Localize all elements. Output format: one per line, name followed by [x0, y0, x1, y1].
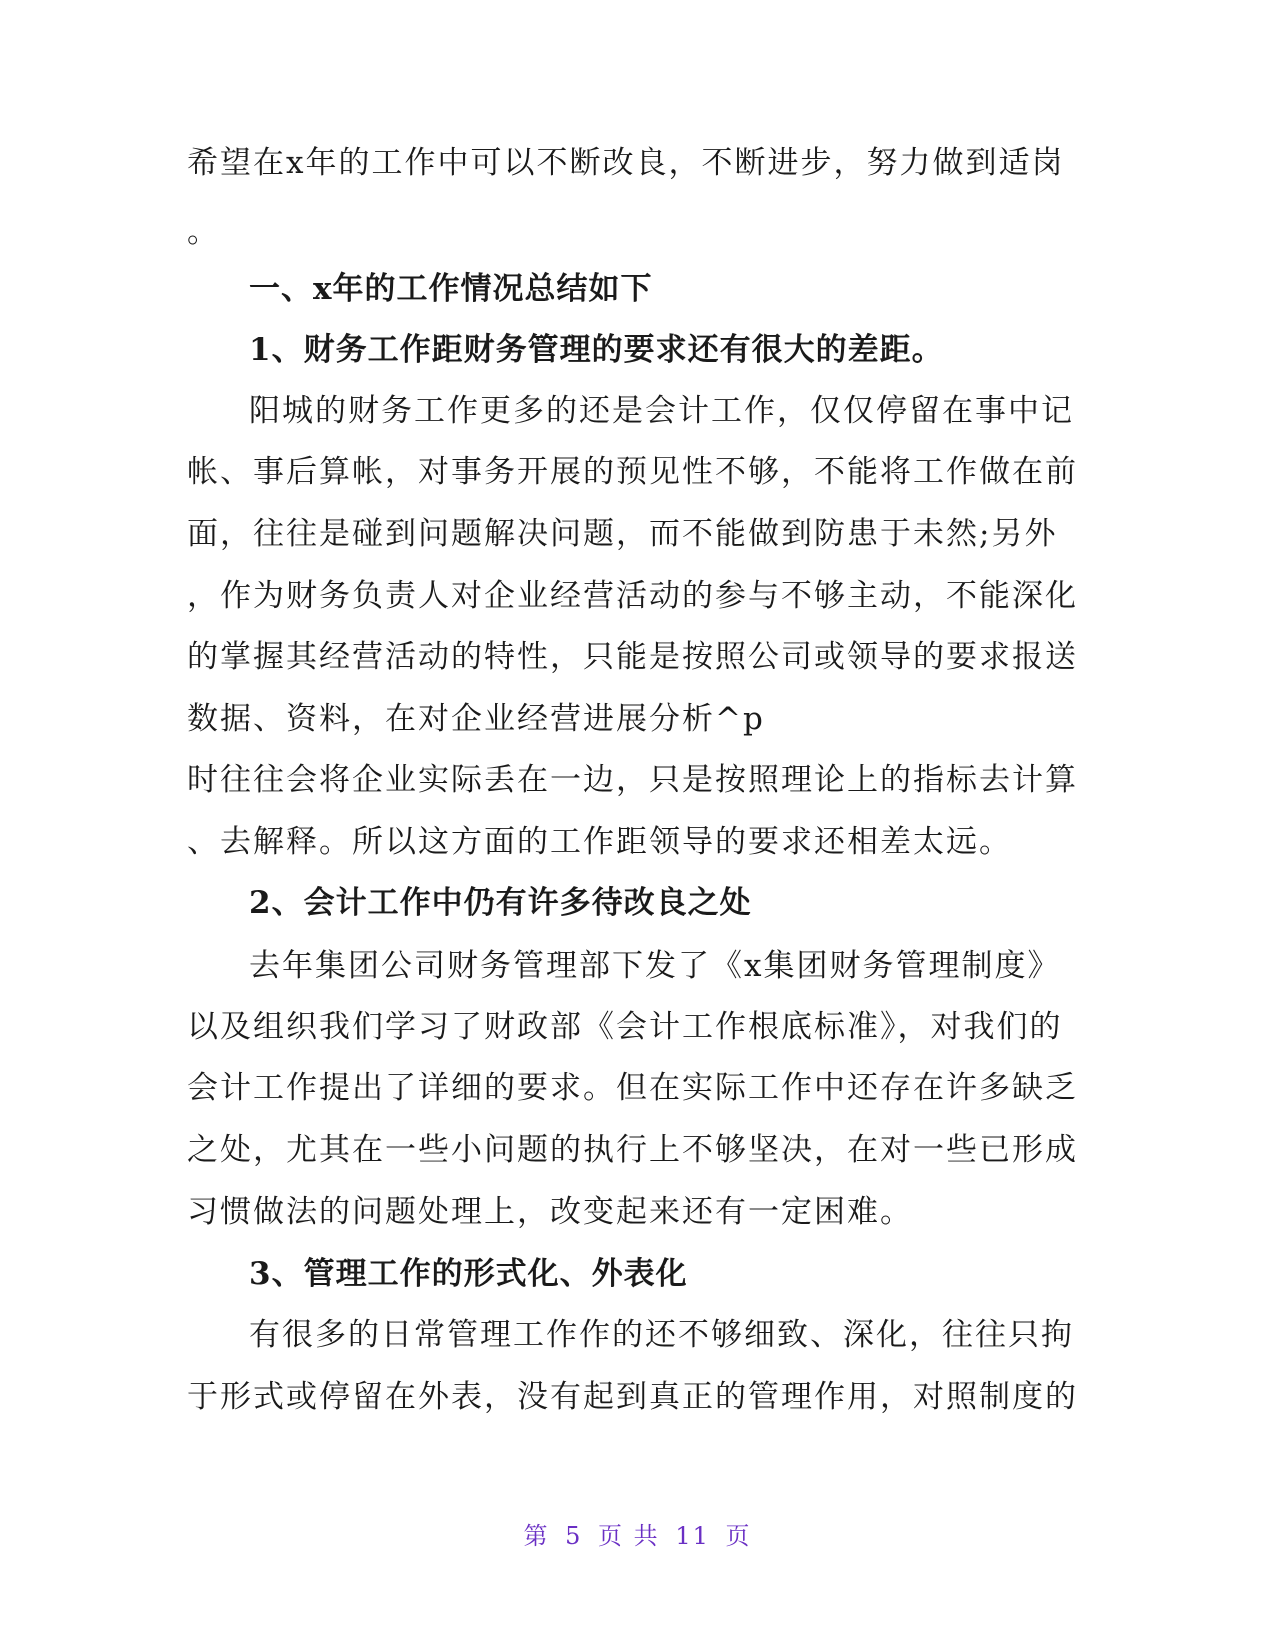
body-text-line: ，作为财务负责人对企业经营活动的参与不够主动，不能深化: [187, 578, 1078, 614]
current-page-number: 5: [565, 1522, 583, 1550]
body-text-line: 的掌握其经营活动的特性，只能是按照公司或领导的要求报送: [187, 639, 1078, 675]
body-text-line: 之处，尤其在一些小问题的执行上不够坚决，在对一些已形成: [187, 1132, 1078, 1168]
body-text-line: 希望在x年的工作中可以不断改良，不断进步，努力做到适岗: [187, 145, 1065, 181]
subsection-heading: 3、管理工作的形式化、外表化: [249, 1256, 688, 1292]
footer-middle: 页 共: [598, 1522, 660, 1550]
body-text-line: 有很多的日常管理工作作的还不够细致、深化，往往只拘: [249, 1317, 1074, 1353]
footer-suffix: 页: [725, 1522, 752, 1550]
subsection-heading: 1、财务工作距财务管理的要求还有很大的差距。: [249, 332, 944, 368]
total-pages-number: 11: [675, 1522, 710, 1550]
body-text-line: 去年集团公司财务管理部下发了《x集团财务管理制度》: [249, 948, 1061, 984]
body-text-line: 数据、资料，在对企业经营进展分析^p: [187, 701, 765, 737]
footer-prefix: 第: [523, 1522, 550, 1550]
body-text-line: 、去解释。所以这方面的工作距领导的要求还相差太远。: [187, 824, 1012, 860]
body-text-line: 时往往会将企业实际丢在一边，只是按照理论上的指标去计算: [187, 762, 1078, 798]
section-heading: 一、x年的工作情况总结如下: [249, 271, 653, 307]
body-text-line: 于形式或停留在外表，没有起到真正的管理作用，对照制度的: [187, 1379, 1078, 1415]
body-text-line: 。: [187, 214, 220, 250]
subsection-heading: 2、会计工作中仍有许多待改良之处: [249, 885, 752, 921]
body-text-line: 阳城的财务工作更多的还是会计工作，仅仅停留在事中记: [249, 393, 1074, 429]
body-text-line: 以及组织我们学习了财政部《会计工作根底标准》，对我们的: [187, 1009, 1063, 1045]
page-footer: [0, 1521, 1275, 1551]
body-text-line: 帐、事后算帐，对事务开展的预见性不够，不能将工作做在前: [187, 454, 1078, 490]
body-text-line: 习惯做法的问题处理上，改变起来还有一定困难。: [187, 1194, 913, 1230]
body-text-line: 会计工作提出了详细的要求。但在实际工作中还存在许多缺乏: [187, 1070, 1078, 1106]
body-text-line: 面，往往是碰到问题解决问题，而不能做到防患于未然;另外: [187, 516, 1058, 552]
